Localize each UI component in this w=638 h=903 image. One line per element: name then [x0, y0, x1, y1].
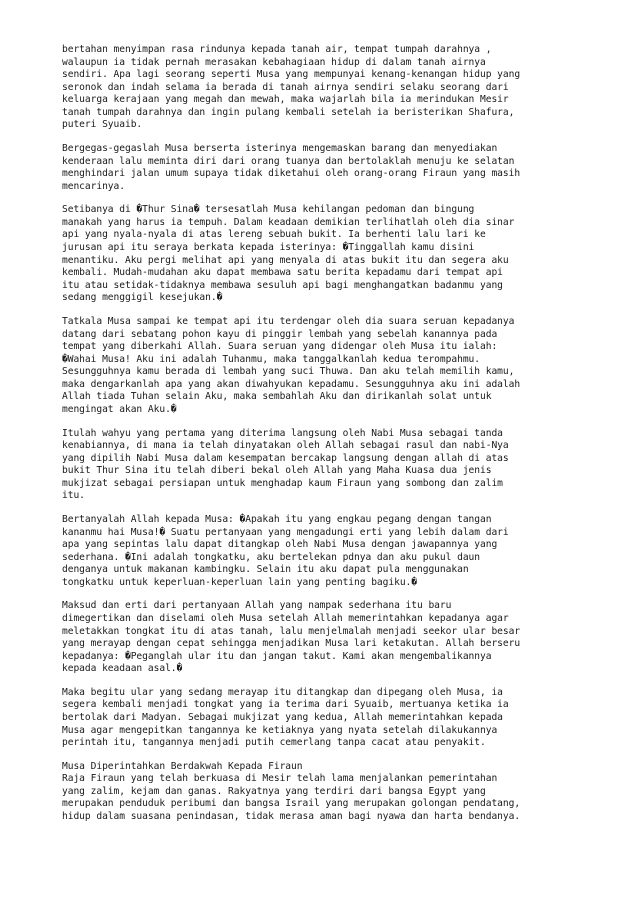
text-line: kenabiannya, di mana ia telah dinyatakan oleh Allah sebagai rasul dan nabi-Nya: [62, 440, 509, 452]
paragraph-2: [62, 143, 592, 193]
text-line: Allah tiada Tuhan selain Aku, maka sembahlah Aku dan dirikanlah solat untuk: [62, 391, 492, 403]
text-line: meletakkan tongkat itu di atas tanah, lalu menjelmalah menjadi seekor ular besar: [62, 625, 521, 637]
text-line: sedang menggigil kesejukan.�: [62, 292, 223, 304]
text-line: sendiri. Apa lagi seorang seperti Musa yang mempunyai kenang-kenangan hidup yang: [62, 69, 521, 81]
text-line: itu atau setidak-tidaknya membawa sesuluh api bagi menghangatkan badanmu yang: [62, 279, 503, 291]
paragraph-6: [62, 514, 592, 589]
text-line: tongkatku untuk keperluan-keperluan lain yang penting bagiku.�: [62, 576, 418, 588]
text-line: datang dari sebatang pohon kayu di pinggir lembah yang sebelah kanannya pada: [62, 328, 498, 340]
paragraph-7: [62, 600, 592, 675]
text-line: mencarinya.: [62, 180, 125, 192]
text-line: Setibanya di �Thur Sina� tersesatlah Musa kehilangan pedoman dan bingung: [62, 204, 475, 216]
text-line: maka dengarkanlah apa yang akan diwahyukan kepadamu. Sesungguhnya aku ini adalah: [62, 378, 521, 390]
text-line: kepadanya: �Peganglah ular itu dan jangan takut. Kami akan mengembalikannya: [62, 650, 492, 662]
text-line: jurusan api itu seraya berkata kepada isterinya: �Tinggallah kamu disini: [62, 242, 475, 254]
text-line: dimegertikan dan diselami oleh Musa setelah Allah memerintahkan kepadanya agar: [62, 613, 509, 624]
text-line: tempat yang diberkahi Allah. Suara seruan yang didengar oleh Musa itu ialah:: [62, 341, 498, 353]
text-line: seronok dan indah selama ia berada di tanah airnya sendiri selaku seorang dari: [62, 81, 509, 93]
text-line: mukjizat sebagai persiapan untuk menghadap kaum Firaun yang sombong dan zalim: [62, 477, 503, 489]
text-line: Maka begitu ular yang sedang merayap itu ditangkap dan dipegang oleh Musa, ia: [62, 686, 503, 698]
text-line: menantiku. Aku pergi melihat api yang menyala di atas bukit itu dan segera aku: [62, 254, 509, 266]
text-line: bukit Thur Sina itu telah diberi bekal oleh Allah yang Maha Kuasa dua jenis: [62, 465, 492, 477]
text-line: kembali. Mudah-mudahan aku dapat membawa satu berita kepadamu dari tempat api: [62, 267, 503, 279]
text-line: segera kembali menjadi tongkat yang ia terima dari Syuaib, mertuanya ketika ia: [62, 699, 509, 711]
text-line: yang zalim, kejam dan ganas. Rakyatnya yang terdiri dari bangsa Egypt yang: [62, 785, 486, 797]
paragraph-1: [62, 44, 592, 132]
text-line: merupakan penduduk peribumi dan bangsa Israil yang merupakan golongan pendatang,: [62, 798, 521, 810]
text-line: kepada keadaan asal.�: [62, 663, 183, 675]
text-line: keluarga kerajaan yang megah dan mewah, maka wajarlah bila ia merindukan Mesir: [62, 94, 509, 106]
text-line: Sesungguhnya kamu berada di lembah yang suci Thuwa. Dan aku telah memilih kamu,: [62, 366, 515, 378]
text-line: menghindari jalan umum supaya tidak diketahui oleh orang-orang Firaun yang masih: [62, 168, 521, 180]
text-line: perintah itu, tangannya menjadi putih cemerlang tanpa cacat atau penyakit.: [62, 737, 486, 749]
text-line: api yang nyala-nyala di atas lereng sebuah bukit. Ia berhenti lalu lari ke: [62, 229, 486, 241]
text-line: walaupun ia tidak pernah merasakan kebahagiaan hidup di dalam tanah airnya: [62, 56, 486, 68]
paragraph-3: [62, 204, 592, 304]
section-heading: Musa Diperintahkan Berdakwah Kepada Firaun: [62, 760, 303, 772]
text-line: hidup dalam suasana penindasan, tidak merasa aman bagi nyawa dan harta bendanya.: [62, 811, 521, 823]
text-line: puteri Syuaib.: [62, 119, 143, 131]
text-line: itu.: [62, 490, 85, 502]
text-line: tanah tumpah darahnya dan ingin pulang kembali setelah ia beristerikan Shafura,: [62, 106, 515, 118]
paragraph-5: [62, 428, 592, 503]
text-line: apa yang sepintas lalu dapat ditangkap oleh Nabi Musa dengan jawapannya yang: [62, 539, 498, 551]
document-page: [62, 44, 592, 835]
text-line: Maksud dan erti dari pertanyaan Allah yang nampak sederhana itu baru: [62, 600, 452, 612]
text-line: mengingat akan Aku.�: [62, 403, 177, 415]
text-line: yang dipilih Nabi Musa dalam kesempatan bercakap langsung dengan allah di atas: [62, 452, 509, 464]
text-line: Tatkala Musa sampai ke tempat api itu terdengar oleh dia suara seruan kepadanya: [62, 315, 515, 327]
paragraph-4: [62, 316, 592, 416]
text-line: Bertanyalah Allah kepada Musa: �Apakah itu yang engkau pegang dengan tangan: [62, 513, 492, 525]
text-line: bertolak dari Madyan. Sebagai mukjizat yang kedua, Allah memerintahkan kepada: [62, 712, 503, 724]
text-line: kenderaan lalu meminta diri dari orang tuanya dan bertolaklah menuju ke selatan: [62, 155, 515, 167]
text-line: Bergegas-gegaslah Musa berserta isterinya mengemaskan barang dan menyediakan: [62, 143, 498, 155]
text-line: yang merayap dengan cepat sehingga menjadikan Musa lari ketakutan. Allah berseru: [62, 638, 521, 650]
text-line: denganya untuk makanan kambingku. Selain itu aku dapat pula menggunakan: [62, 564, 469, 576]
text-line: manakah yang harus ia tempuh. Dalam keadaan demikian terlihatlah oleh dia sinar: [62, 216, 515, 228]
text-line: sederhana. �Ini adalah tongkatku, aku bertelekan pdnya dan aku pukul daun: [62, 551, 480, 563]
text-line: Itulah wahyu yang pertama yang diterima langsung oleh Nabi Musa sebagai tanda: [62, 427, 503, 439]
paragraph-8: [62, 687, 592, 750]
text-line: Musa agar mengepitkan tangannya ke ketiaknya yang nyata setelah dilakukannya: [62, 724, 498, 736]
text-line: �Wahai Musa! Aku ini adalah Tuhanmu, maka tanggalkanlah kedua terompahmu.: [62, 353, 480, 365]
text-line: bertahan menyimpan rasa rindunya kepada tanah air, tempat tumpah darahnya ,: [62, 44, 492, 55]
paragraph-9: [62, 761, 592, 824]
text-line: Raja Firaun yang telah berkuasa di Mesir telah lama menjalankan pemerintahan: [62, 773, 498, 785]
text-line: kananmu hai Musa!� Suatu pertanyaan yang mengadungi erti yang lebih dalam dari: [62, 526, 509, 538]
